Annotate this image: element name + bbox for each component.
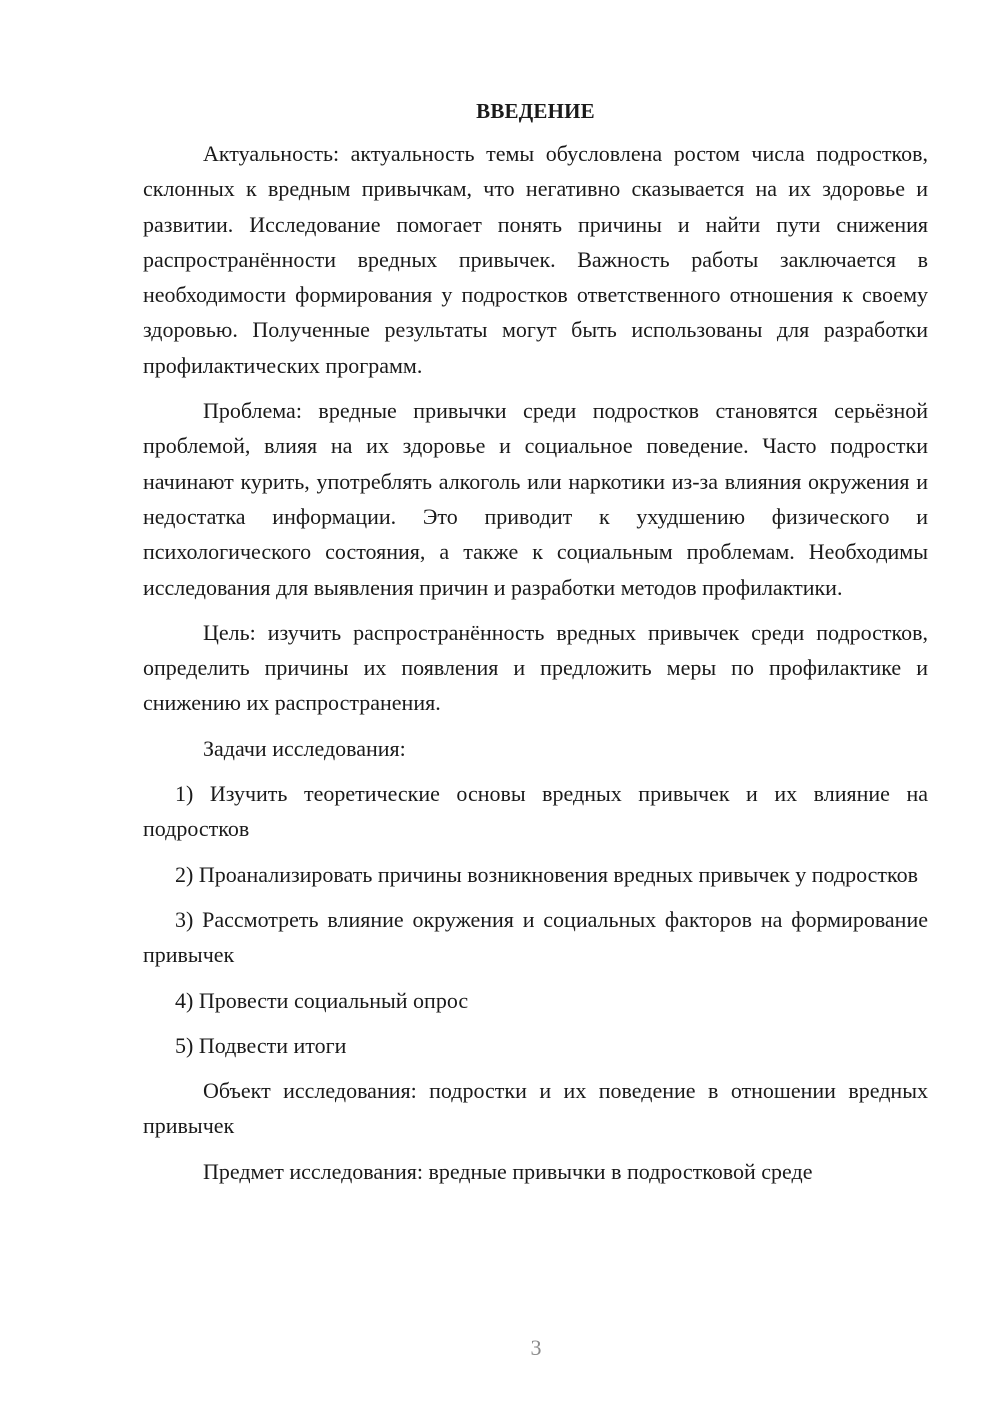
relevance-paragraph: Актуальность: актуальность темы обусловлена ростом числа подростков, склонных к вредным привычкам, что негативно сказывается на их здоровье и развитии. Исследование помогает понять причины и найти пути снижения распространённости вредных привычек. Важность работы заключается в необходимости формирования у подростков ответственного отношения к своему здоровью. Полученные результаты могут быть использованы для разработки профилактических программ. <box>143 141 928 378</box>
tasks-heading: Задачи исследования: <box>203 735 406 761</box>
document-page <box>143 96 928 1199</box>
object-paragraph: Объект исследования: подростки и их поведение в отношении вредных привычек <box>143 1078 928 1139</box>
task-item: 3) Рассмотреть влияние окружения и социальных факторов на формирование привычек <box>143 906 928 968</box>
goal-paragraph: Цель: изучить распространённость вредных привычек среди подростков, определить причины их появления и предложить меры по профилактике и снижению их распространения. <box>143 619 928 716</box>
task-item: 5) Подвести итоги <box>175 1032 347 1058</box>
task-item: 1) Изучить теоретические основы вредных привычек и их влияние на подростков <box>143 781 928 842</box>
subject-paragraph: Предмет исследования: вредные привычки в подростковой среде <box>203 1158 813 1184</box>
problem-paragraph: Проблема: вредные привычки среди подростков становятся серьёзной проблемой, влияя на их здоровье и социальное поведение. Часто подростки начинают курить, употреблять алкоголь или наркотики из-за влияния окружения и недостатка информации. Это приводит к ухудшению физического и психологического состояния, а также к социальным проблемам. Необходимы исследования для выявления причин и разработки методов профилактики. <box>143 398 928 600</box>
task-item: 4) Провести социальный опрос <box>175 987 469 1013</box>
page-number: 3 <box>530 1335 542 1360</box>
task-item: 2) Проанализировать причины возникновения вредных привычек у подростков <box>175 861 918 887</box>
section-title: ВВЕДЕНИЕ <box>476 99 595 123</box>
